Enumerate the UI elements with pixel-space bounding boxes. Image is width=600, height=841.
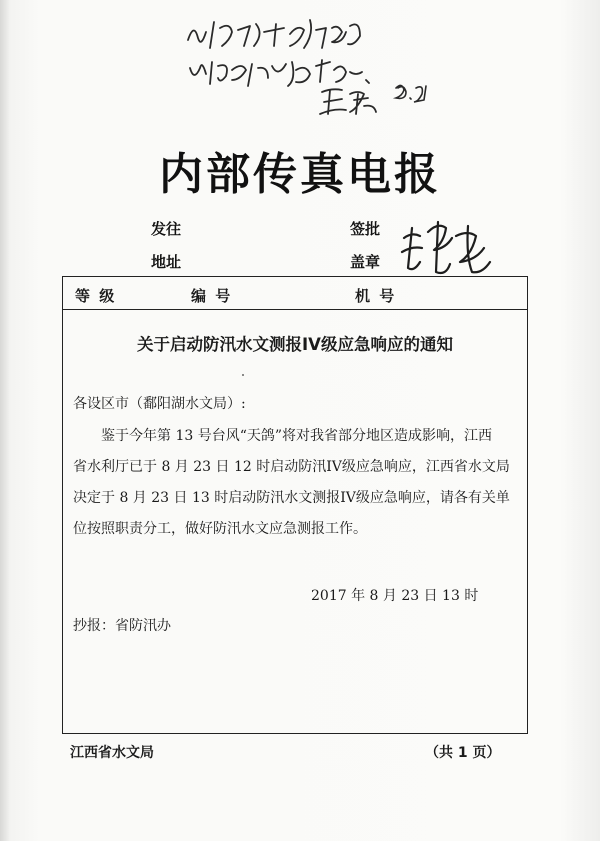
notice-date: 2017 年 8 月 23 日 13 时: [311, 588, 479, 604]
approver-signature: [398, 212, 498, 282]
telegram-form: [62, 276, 528, 734]
seal-label: 盖章: [350, 253, 381, 271]
notice-line-4: 位按照职责分工，做好防汛水文应急测报工作。: [73, 521, 367, 537]
notice-cc: 抄报：省防汛办: [73, 618, 171, 634]
scan-speck: [242, 374, 244, 376]
machine-number-label: 机 号: [355, 287, 397, 305]
notice-line-2: 省水利厅已于 8 月 23 日 12 时启动防汛IV级应急响应，江西省水文局: [73, 459, 510, 475]
notice-title: 关于启动防汛水文测报IV级应急响应的通知: [137, 335, 453, 354]
handwritten-annotation: [180, 10, 390, 120]
address-label: 地址: [151, 253, 182, 271]
grade-label: 等 级: [75, 287, 117, 305]
annotation-date: [392, 80, 432, 104]
scan-edge-shadow: [0, 0, 10, 841]
approve-label: 签批: [350, 220, 381, 238]
form-header-row: [63, 277, 527, 310]
number-label: 编 号: [191, 287, 233, 305]
page-count: （共 1 页）: [425, 745, 501, 761]
sender-label: 发往: [151, 220, 182, 238]
notice-line-1: 鉴于今年第 13 号台风“天鸽”将对我省部分地区造成影响，江西: [101, 428, 493, 444]
notice-recipients: 各设区市（鄱阳湖水文局）:: [73, 396, 246, 412]
document-title: 内部传真电报: [159, 149, 441, 200]
issuing-organization: 江西省水文局: [70, 745, 154, 761]
notice-line-3: 决定于 8 月 23 日 13 时启动防汛水文测报IV级应急响应，请各有关单: [73, 490, 510, 506]
